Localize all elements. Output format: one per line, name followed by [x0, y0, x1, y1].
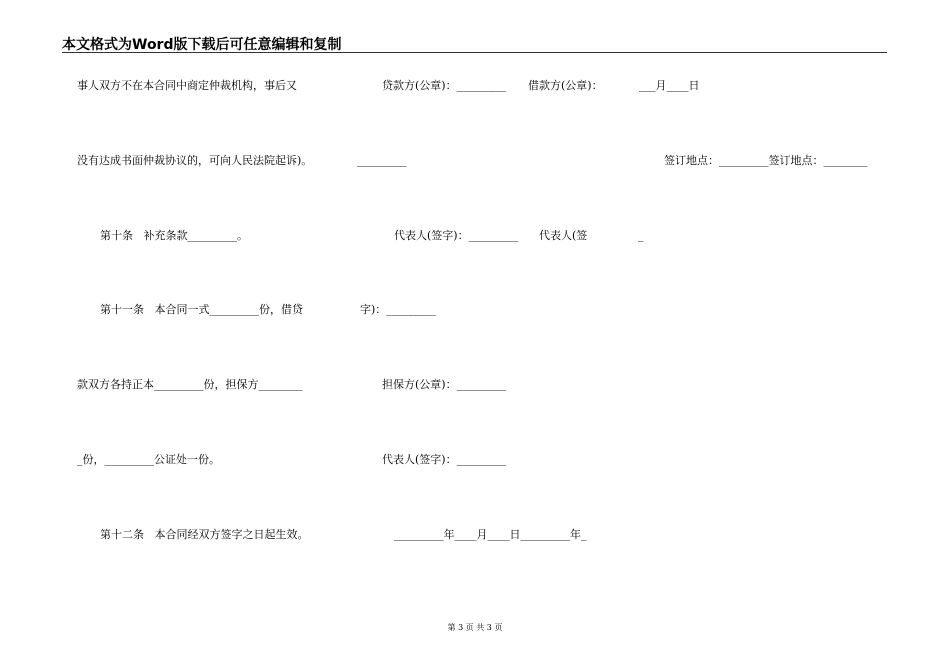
- left-text-line-6: _份，_________公证处一份。: [77, 453, 220, 466]
- blank-line-short: _: [638, 229, 644, 242]
- header-divider: [62, 52, 887, 53]
- page-number-footer: 第 3 页 共 3 页: [447, 623, 503, 632]
- left-text-line-1: 事人双方不在本合同中商定仲裁机构，事后又: [77, 79, 297, 92]
- lender-seal-field: 贷款方(公章)：_________: [382, 79, 507, 92]
- left-text-line-5: 款双方各持正本_________份，担保方________: [77, 378, 303, 391]
- clause-10-supplementary: 第十条 补充条款_________。: [100, 229, 248, 242]
- guarantor-representative-field: 代表人(签字)：_________: [382, 453, 507, 466]
- blank-line: _________: [357, 154, 407, 167]
- representative-signature-field: 代表人(签字)：_________: [394, 229, 519, 242]
- representative-signature-label: 代表人(签: [539, 229, 588, 242]
- borrower-seal-label: 借款方(公章)：: [528, 79, 603, 92]
- clause-11-copies: 第十一条 本合同一式_________份，借贷: [100, 303, 303, 316]
- date-fields: _________年____月____日_________年_: [394, 528, 587, 541]
- clause-12-effective: 第十二条 本合同经双方签字之日起生效。: [100, 528, 309, 541]
- document-header-title: 本文格式为Word版下载后可任意编辑和复制: [62, 37, 342, 53]
- left-text-line-2: 没有达成书面仲裁协议的，可向人民法院起诉)。: [77, 154, 313, 167]
- date-month-day-field: ___月____日: [639, 79, 700, 92]
- guarantor-seal-field: 担保方(公章)：_________: [382, 378, 507, 391]
- signing-location-fields: 签订地点：_________签订地点：________: [664, 154, 868, 167]
- signature-continuation-field: 字)：_________: [360, 303, 436, 316]
